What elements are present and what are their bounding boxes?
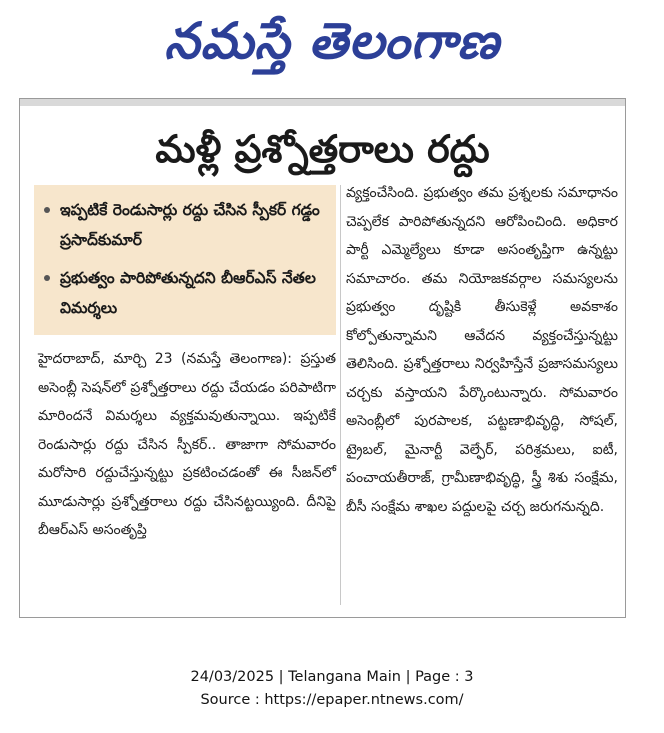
source-link: Source : https://epaper.ntnews.com/ (200, 692, 464, 708)
highlights-box (34, 185, 336, 335)
highlight-item (42, 195, 328, 255)
article-body-left-column: హైదరాబాద్, మార్చి 23 (నమస్తే తెలంగాణ): ప్రస్తుత అసెంబ్లీ సెషన్‌లో ప్రశ్నోత్తరాలు రద్దు చేయడం పరిపాటిగా మారిందనే విమర్శలు వ్యక్తమవుతున్నాయి. ఇప్పటికే రెండుసార్లు రద్దు చేసిన స్పీకర్.. తాజాగా సోమవారం మరోసారి రద్దుచేస్తున్నట్టు ప్రకటించడంతో ఈ సీజన్‌లో మూడుసార్లు ప్రశ్నోత్తరాలు రద్దు చేసినట్టయ్యింది. దీనిపై బీఆర్‌ఎస్ అసంతృప్తి (38, 351, 336, 538)
article-clipping (19, 98, 626, 618)
column-divider (340, 185, 341, 605)
highlight-item (42, 263, 328, 323)
clipping-top-border (20, 99, 625, 106)
article-body-right-column: వ్యక్తంచేసింది. ప్రభుత్వం తమ ప్రశ్నలకు సమాధానం చెప్పలేక పారిపోతున్నదని ఆరోపించింది. అధికార పార్టీ ఎమ్మెల్యేలు కూడా అసంతృప్తిగా ఉన్నట్టు సమాచారం. తమ నియోజకవర్గాల సమస్యలను ప్రభుత్వం దృష్టికి తీసుకెళ్లే అవకాశం కోల్పోతున్నామని ఆవేదన వ్యక్తంచేస్తున్నట్టు తెలిసింది. ప్రశ్నోత్తరాలు నిర్వహిస్తేనే ప్రజాసమస్యలు చర్చకు వస్తాయని పేర్కొంటున్నారు. సోమవారం అసెంబ్లీలో పురపాలక, పట్టణాభివృద్ధి, సోషల్, ట్రైబల్, మైనార్టీ వెల్ఫేర్, పరిశ్రమలు, ఐటీ, పంచాయతీరాజ్, గ్రామీణాభివృద్ధి, స్త్రీ శిశు సంక్షేమ, బీసీ సంక్షేమ శాఖల పద్దులపై చర్చ జరుగనున్నది. (346, 185, 618, 515)
bullet-icon (44, 275, 50, 281)
bullet-icon (44, 207, 50, 213)
publication-info: 24/03/2025 | Telangana Main | Page : 3 (190, 669, 474, 685)
highlight-text: ఇప్పటికే రెండుసార్లు రద్దు చేసిన స్పీకర్ గడ్డం ప్రసాద్‌కుమార్ (60, 201, 320, 249)
newspaper-masthead: నమస్తే తెలంగాణ (164, 12, 500, 70)
article-headline: మళ్లీ ప్రశ్నోత్తరాలు రద్దు (155, 127, 490, 171)
highlight-text: ప్రభుత్వం పారిపోతున్నదని బీఆర్‌ఎస్ నేతల విమర్శలు (60, 269, 316, 317)
